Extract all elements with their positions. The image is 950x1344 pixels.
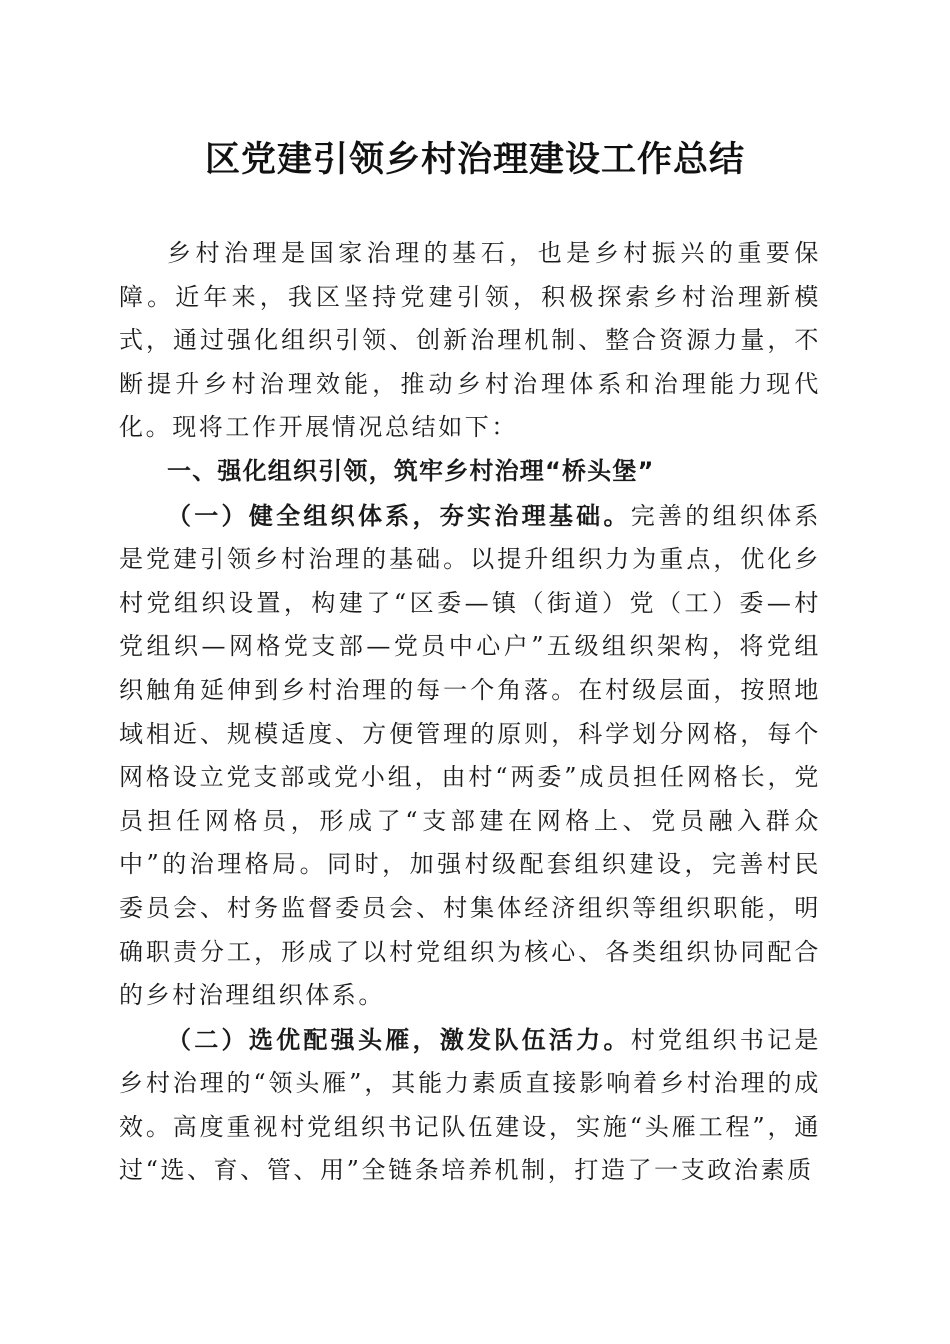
subsection-lead-1: （一）健全组织体系，夯实治理基础。 <box>167 500 631 530</box>
subsection-text-1: 完善的组织体系是党建引领乡村治理的基础。以提升组织力为重点，优化乡村党组织设置，构建了“区委—镇（街道）党（工）委—村党组织—网格党支部—党员中心户”五级组织架构，将党组织触角延伸到乡村治理的每一个角落。在村级层面，按照地域相近、规模适度、方便管理的原则，科学划分网格，每个网格设立党支部或党小组，由村“两委”成员担任网格长，党员担任网格员，形成了“支部建在网格上、党员融入群众中”的治理格局。同时，加强村级配套组织建设，完善村民委员会、村务监督委员会、村集体经济组织等组织职能，明确职责分工，形成了以村党组织为核心、各类组织协同配合的乡村治理组织体系。 <box>119 501 822 1010</box>
section-heading: 一、强化组织引领，筑牢乡村治理“桥头堡” <box>167 456 655 485</box>
document-title: 区党建引领乡村治理建设工作总结 <box>204 139 745 180</box>
document-body <box>119 232 821 1193</box>
subsection-lead-2: （二）选优配强头雁，激发队伍活力。 <box>167 1024 631 1054</box>
subsection-text-2: 村党组织书记是乡村治理的“领头雁”，其能力素质直接影响着乡村治理的成效。高度重视村党组织书记队伍建设，实施“头雁工程”，通过“选、育、管、用”全链条培养机制，打造了一支政治素质 <box>119 1025 822 1185</box>
subsection-paragraph-1 <box>119 494 821 1018</box>
subsection-paragraph-2 <box>119 1018 821 1193</box>
intro-paragraph: 乡村治理是国家治理的基石，也是乡村振兴的重要保障。近年来，我区坚持党建引领，积极探索乡村治理新模式，通过强化组织引领、创新治理机制、整合资源力量，不断提升乡村治理效能，推动乡村治理体系和治理能力现代化。现将工作开展情况总结如下： <box>119 239 821 442</box>
